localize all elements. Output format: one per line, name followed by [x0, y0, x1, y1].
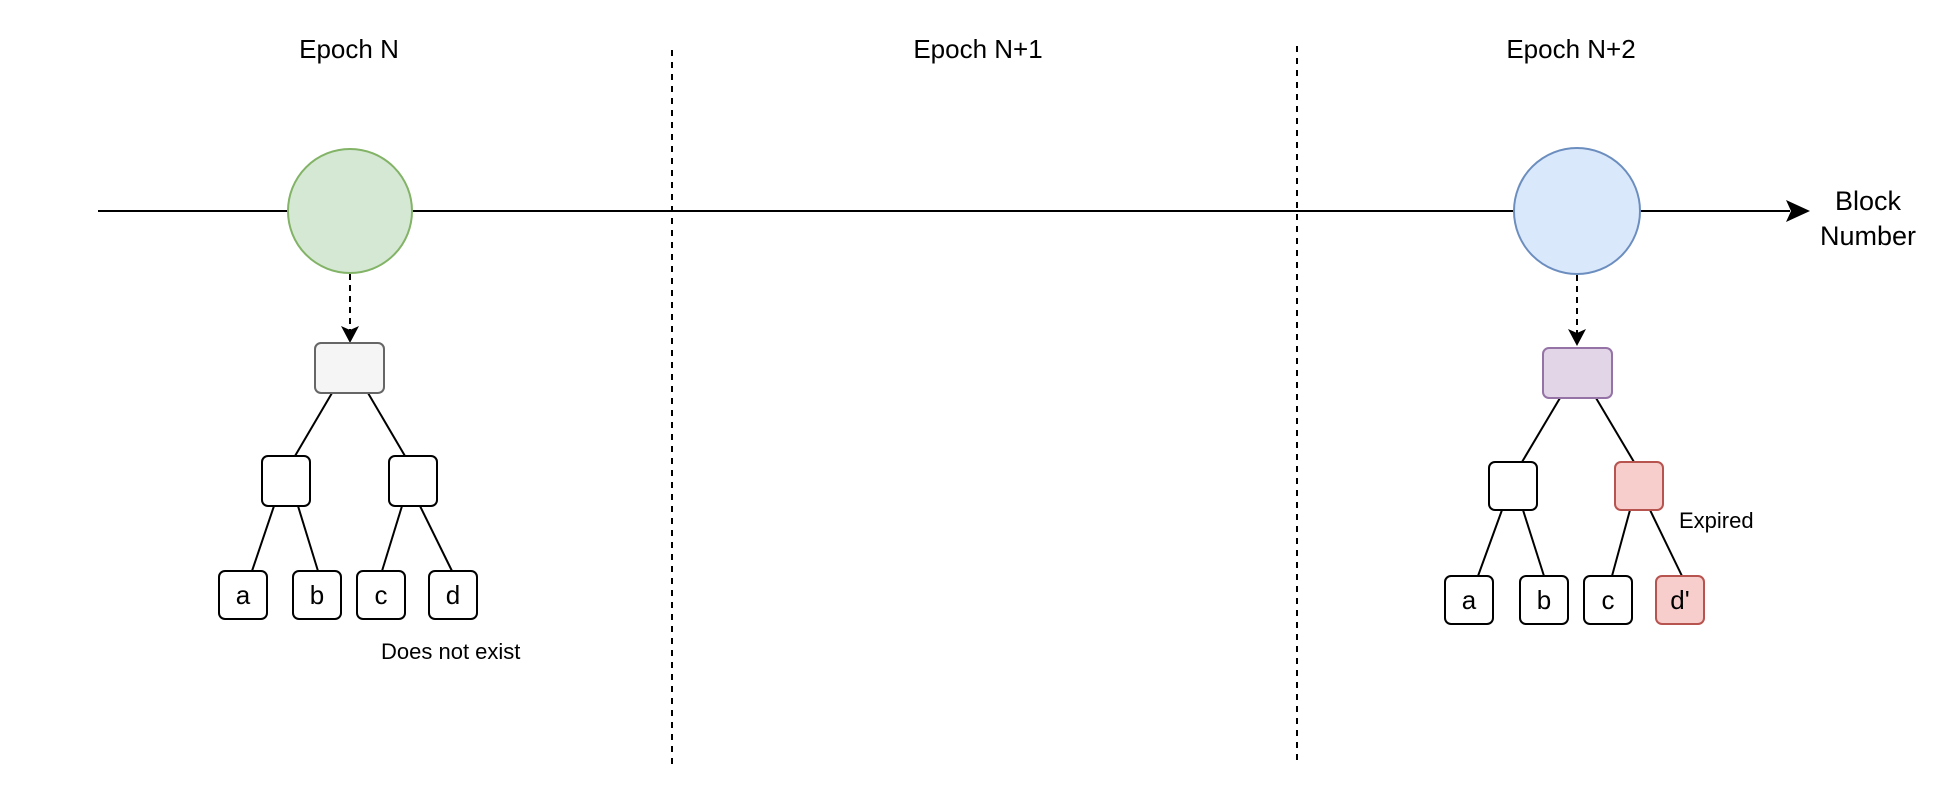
tree-epoch-n: [219, 274, 520, 664]
expired-note: Expired: [1679, 508, 1754, 533]
tree-edge: [1522, 398, 1560, 462]
tree-edge: [252, 506, 274, 571]
leaf-label-a: a: [1461, 585, 1477, 615]
tree-edge: [1612, 510, 1630, 576]
axis-label-block: Block: [1834, 186, 1902, 216]
leaf-label-d-prime: d': [1670, 585, 1690, 615]
tree-edge: [295, 393, 332, 456]
tree-internal-node: [1489, 462, 1537, 510]
leaf-label-a: a: [235, 580, 251, 610]
tree-edge: [368, 393, 405, 456]
tree-epoch-n2: [1445, 275, 1754, 624]
epoch-n-state-circle: [288, 149, 412, 273]
epoch-n-label: Epoch N: [299, 34, 399, 64]
tree-internal-node: [389, 456, 437, 506]
tree-edge: [1650, 510, 1682, 576]
epoch-n1-label: Epoch N+1: [913, 34, 1043, 64]
axis-label-number: Number: [1819, 221, 1917, 251]
pointer-arrowhead-left: [341, 326, 359, 343]
tree-edge: [298, 506, 318, 571]
tree-edge: [420, 506, 452, 571]
tree-root-node-right: [1543, 348, 1612, 398]
tree-edge: [1478, 510, 1502, 576]
leaf-label-c: c: [1601, 585, 1615, 615]
leaf-label-c: c: [374, 580, 388, 610]
epoch-n2-label: Epoch N+2: [1506, 34, 1636, 64]
tree-internal-node: [262, 456, 310, 506]
tree-edge: [1523, 510, 1544, 576]
leaf-label-d: d: [445, 580, 461, 610]
leaf-label-b: b: [309, 580, 325, 610]
leaf-label-b: b: [1536, 585, 1552, 615]
tree-edge: [382, 506, 402, 571]
epoch-n2-state-circle: [1514, 148, 1640, 274]
tree-root-node-left: [315, 343, 384, 393]
does-not-exist-note: Does not exist: [381, 639, 521, 664]
tree-edge: [1596, 398, 1634, 462]
expired-internal-node: [1615, 462, 1663, 510]
